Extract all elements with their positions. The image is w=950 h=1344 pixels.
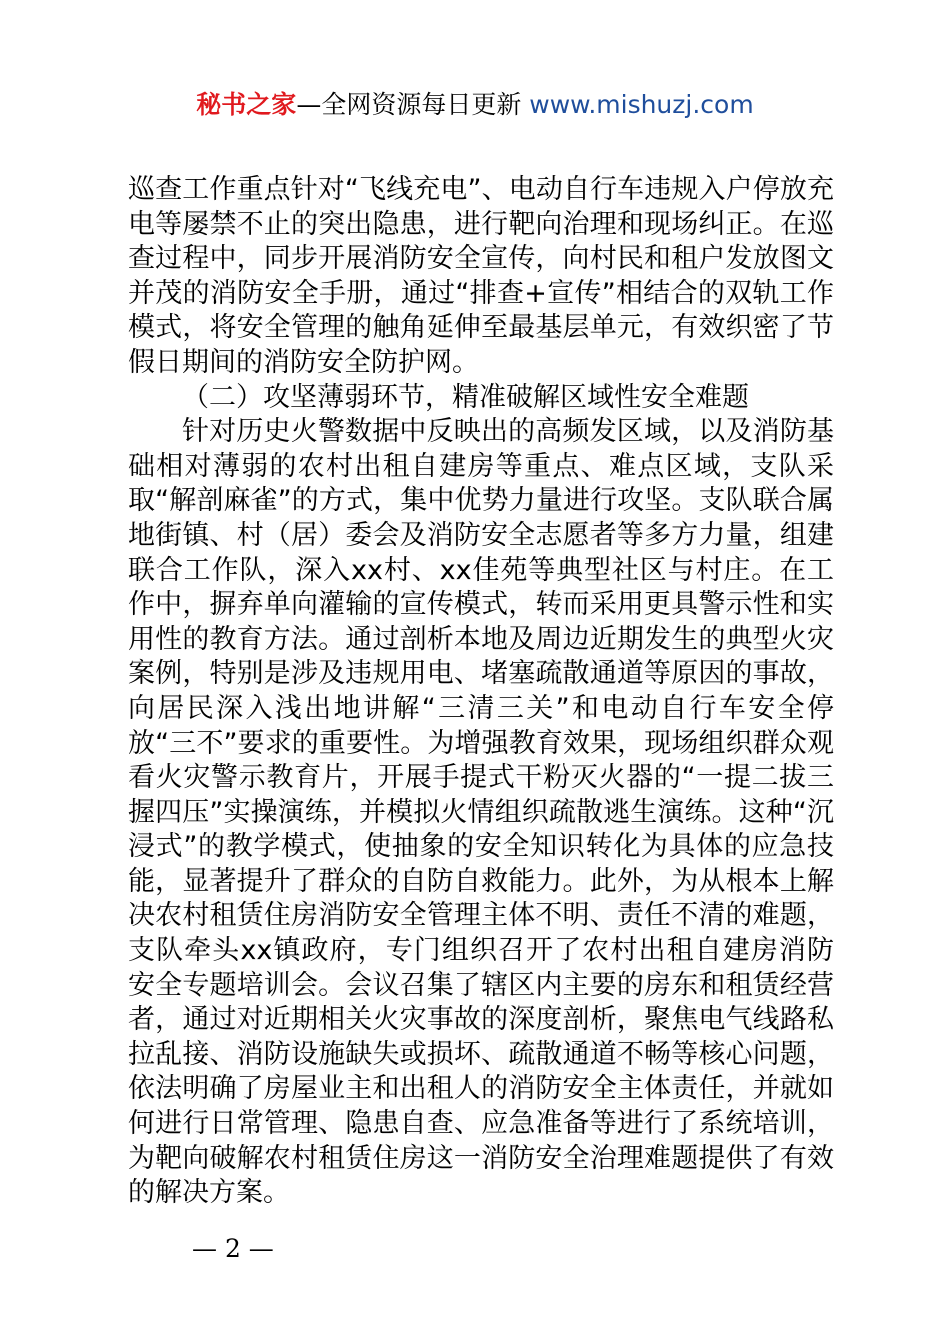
paragraph-continued: 巡查工作重点针对“飞线充电”、电动自行车违规入户停放充电等屡禁不止的突出隐患，进行靶向治理和现场纠正。在巡查过程中，同步开展消防安全宣传，向村民和租户发放图文并茂的消防安全手册，通过“排查+宣传”相结合的双轨工作模式，将安全管理的触角延伸至最基层单元，有效织密了节假日期间的消防安全防护网。: [128, 174, 834, 378]
page-number: — 2 —: [192, 1234, 274, 1263]
website-url: www.mishuzj.com: [521, 90, 754, 119]
banner-tagline: —全网资源每日更新: [296, 90, 522, 119]
section-heading: （二）攻坚薄弱环节，精准破解区域性安全难题: [182, 381, 749, 413]
brand-name: 秘书之家: [196, 90, 297, 119]
paragraph-body: 针对历史火警数据中反映出的高频发区域，以及消防基础相对薄弱的农村出租自建房等重点、难点区域，支队采取“解剖麻雀”的方式，集中优势力量进行攻坚。支队联合属地街镇、村（居）委会及消防安全志愿者等多方力量，组建联合工作队，深入xx村、xx佳苑等典型社区与村庄。在工作中，摒弃单向灌输的宣传模式，转而采用更具警示性和实用性的教育方法。通过剖析本地及周边近期发生的典型火灾案例，特别是涉及违规用电、堵塞疏散通道等原因的事故，向居民深入浅出地讲解“三清三关”和电动自行车安全停放“三不”要求的重要性。为增强教育效果，现场组织群众观看火灾警示教育片，开展手提式干粉灭火器的“一提二拔三握四压”实操演练，并模拟火情组织疏散逃生演练。这种“沉浸式”的教学模式，使抽象的安全知识转化为具体的应急技能，显著提升了群众的自防自救能力。此外，为从根本上解决农村租赁住房消防安全管理主体不明、责任不清的难题，支队牵头xx镇政府，专门组织召开了农村出租自建房消防安全专题培训会。会议召集了辖区内主要的房东和租赁经营者，通过对近期相关火灾事故的深度剖析，聚焦电气线路私拉乱接、消防设施缺失或损坏、疏散通道不畅等核心问题，依法明确了房屋业主和出租人的消防安全主体责任，并就如何进行日常管理、隐患自查、应急准备等进行了系统培训，为靶向破解农村租赁住房这一消防安全治理难题提供了有效的解决方案。: [128, 416, 834, 1209]
site-banner: [0, 88, 950, 122]
document-body: [128, 173, 834, 1211]
